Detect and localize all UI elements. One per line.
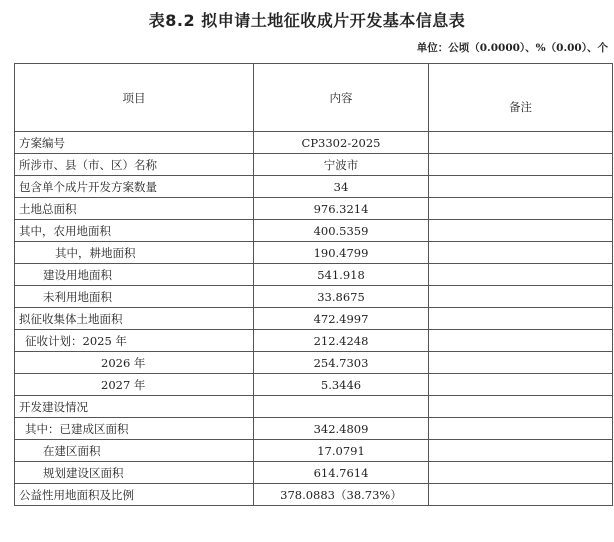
row-remark — [429, 286, 613, 308]
table-row — [15, 440, 613, 462]
table-row — [15, 264, 613, 286]
row-label: 土地总面积 — [15, 198, 254, 220]
row-label: 在建区面积 — [15, 440, 254, 462]
row-remark — [429, 462, 613, 484]
row-label: 开发建设情况 — [15, 396, 254, 418]
table-row — [15, 242, 613, 264]
row-value: 5.3446 — [254, 374, 429, 396]
row-remark — [429, 198, 613, 220]
header-item: 项目 — [15, 64, 254, 132]
row-value: 541.918 — [254, 264, 429, 286]
table-row — [15, 330, 613, 352]
row-remark — [429, 396, 613, 418]
table-row — [15, 220, 613, 242]
row-value: 190.4799 — [254, 242, 429, 264]
row-remark — [429, 374, 613, 396]
row-remark — [429, 440, 613, 462]
row-remark — [429, 352, 613, 374]
table-row — [15, 176, 613, 198]
row-label: 方案编号 — [15, 132, 254, 154]
row-label: 包含单个成片开发方案数量 — [15, 176, 254, 198]
row-label: 2027 年 — [15, 374, 254, 396]
table-row — [15, 396, 613, 418]
header-row — [15, 64, 613, 132]
table-title: 表8.2 拟申请土地征收成片开发基本信息表 — [148, 11, 466, 30]
row-value: 378.0883（38.73%） — [254, 484, 429, 506]
table-row — [15, 418, 613, 440]
row-label: 征收计划：2025 年 — [15, 330, 254, 352]
row-value: CP3302-2025 — [254, 132, 429, 154]
table-row — [15, 352, 613, 374]
row-remark — [429, 484, 613, 506]
row-remark — [429, 242, 613, 264]
row-remark — [429, 418, 613, 440]
row-label: 所涉市、县（市、区）名称 — [15, 154, 254, 176]
row-label: 拟征收集体土地面积 — [15, 308, 254, 330]
row-label: 2026 年 — [15, 352, 254, 374]
table-row — [15, 462, 613, 484]
row-value: 254.7303 — [254, 352, 429, 374]
row-value: 400.5359 — [254, 220, 429, 242]
row-value: 342.4809 — [254, 418, 429, 440]
header-content: 内容 — [254, 64, 429, 132]
header-remark: 备注 — [429, 64, 613, 132]
row-label: 其中，耕地面积 — [15, 242, 254, 264]
row-label: 规划建设区面积 — [15, 462, 254, 484]
row-value: 212.4248 — [254, 330, 429, 352]
unit-note: 单位：公顷（0.0000）、%（0.00）、个 — [416, 42, 608, 54]
row-value: 614.7614 — [254, 462, 429, 484]
row-label: 其中，农用地面积 — [15, 220, 254, 242]
table-row — [15, 154, 613, 176]
row-value: 17.0791 — [254, 440, 429, 462]
row-remark — [429, 330, 613, 352]
row-value: 34 — [254, 176, 429, 198]
row-remark — [429, 154, 613, 176]
table-row — [15, 484, 613, 506]
table-row — [15, 286, 613, 308]
table-row — [15, 132, 613, 154]
row-value: 976.3214 — [254, 198, 429, 220]
row-remark — [429, 308, 613, 330]
row-label: 公益性用地面积及比例 — [15, 484, 254, 506]
row-value: 33.8675 — [254, 286, 429, 308]
row-value: 宁波市 — [254, 154, 429, 176]
row-label: 未利用地面积 — [15, 286, 254, 308]
table-row — [15, 198, 613, 220]
table-row — [15, 308, 613, 330]
row-value: 472.4997 — [254, 308, 429, 330]
table-row — [15, 374, 613, 396]
info-table — [14, 63, 613, 506]
row-value — [254, 396, 429, 418]
row-label: 其中：已建成区面积 — [15, 418, 254, 440]
row-remark — [429, 220, 613, 242]
row-remark — [429, 176, 613, 198]
row-label: 建设用地面积 — [15, 264, 254, 286]
row-remark — [429, 132, 613, 154]
row-remark — [429, 264, 613, 286]
